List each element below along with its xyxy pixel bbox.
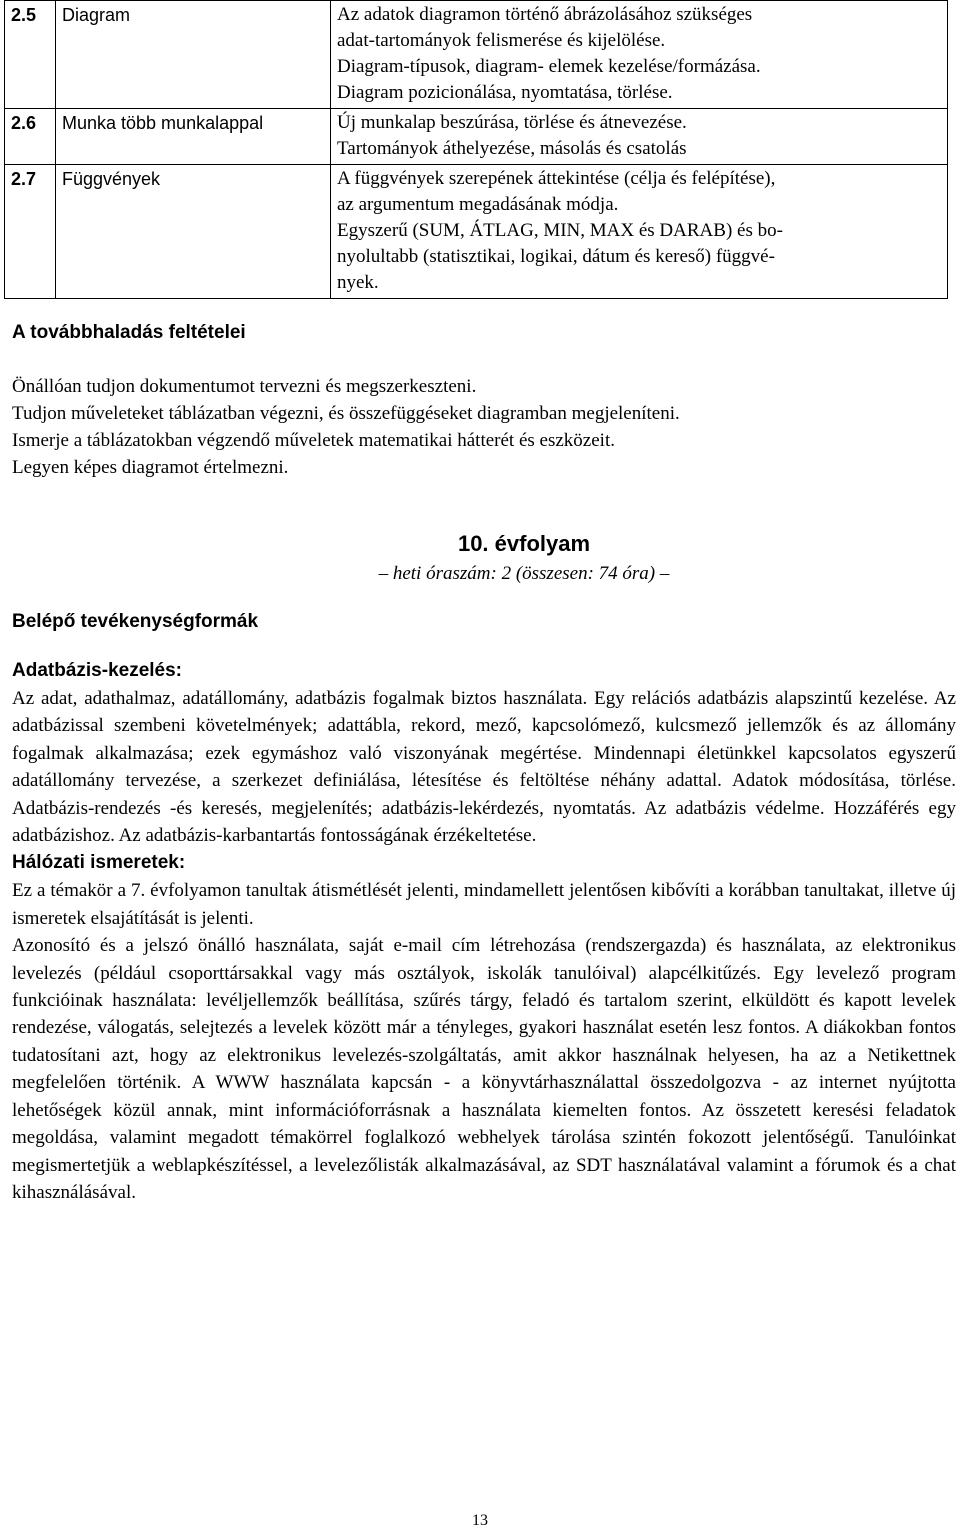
topic-row	[5, 1, 948, 109]
topic-description-line: Diagram-típusok, diagram- elemek kezelése/formázása.	[337, 56, 761, 77]
document-page	[12, 0, 956, 1206]
progression-item: Ismerje a táblázatokban végzendő műveletek matematikai hátterét és eszközeit.	[12, 430, 615, 451]
network-paragraph-2: Azonosító és a jelszó önálló használata, saját e-mail cím létrehozása (rendszergazda) és használata, az elektronikus levelezés (például csoporttársakkal vagy más osztályok, iskolák tanulóival) alapcélkitűzés. Egy levelező program funkcióinak használata: levéljellemzők beállítása, szűrés tárgy, feladó és tartalom szerint, elküldött és kapott levelek rendezése, válogatás, selejtezés a levelek között már a tényleges, gyakori használat esetén lesz fontos. A diákokban fontos tudatosítani azt, hogy az elektronikus levelezés-szolgáltatás, amit akkor használnak helyesen, ha az a Netikettnek megfelelően történik. A WWW használata kapcsán - a könyvtárhasználattal összedolgozva - az internet nyújtotta lehetőségek közül annak, mint információforrásnak a használata kiemelten fontos. Az összetett keresési feladatok megoldása, valamint megadott témakörrel foglalkozó webhelyek tárolása szintén fokozott jelentőségű. Tanulóinkat megismertetjük a weblapkészítéssel, a levelezőlisták alkalmazásával, az SDT használatával valamint a fórumok és a chat kihasználásával.	[12, 935, 956, 1203]
topic-description	[331, 1, 948, 109]
progression-heading: A továbbhaladás feltételei	[12, 322, 246, 343]
progression-item: Önállóan tudjon dokumentumot tervezni és megszerkeszteni.	[12, 376, 477, 397]
topic-description	[331, 165, 948, 299]
topic-description-line: nyolultabb (statisztikai, logikai, dátum és kereső) függvé-	[337, 246, 775, 267]
topic-row	[5, 109, 948, 165]
topics-table	[4, 0, 948, 299]
topic-row	[5, 165, 948, 299]
topic-description-line: Az adatok diagramon történő ábrázolásához szükséges	[337, 4, 753, 25]
topic-description-line: adat-tartományok felismerése és kijelölése.	[337, 30, 666, 51]
progression-item: Tudjon műveleteket táblázatban végezni, és összefüggéseket diagramban megjeleníteni.	[12, 403, 680, 424]
progression-list	[12, 373, 956, 481]
grade-title: 10. évfolyam	[457, 531, 591, 556]
topic-number: 2.7	[5, 165, 56, 299]
topic-number: 2.6	[5, 109, 56, 165]
grade-hours: – heti óraszám: 2 (összesen: 74 óra) –	[378, 563, 670, 584]
grade-block	[12, 529, 956, 589]
topic-description	[331, 109, 948, 165]
topic-name: Diagram	[56, 1, 331, 109]
network-heading: Hálózati ismeretek:	[12, 852, 186, 874]
topic-description-line: Egyszerű (SUM, ÁTLAG, MIN, MAX és DARAB) és bo-	[337, 220, 783, 241]
database-paragraph: Az adat, adathalmaz, adatállomány, adatbázis fogalmak biztos használata. Egy relációs adatbázis alapszintű kezelése. Az adatbázissal szembeni követelmények; adattábla, rekord, mező, kapcsolómező, kulcsmező jellemzők és az állomány fogalmak alkalmazása; ezek egymáshoz való viszonyának megértése. Mindennapi életünkkel kapcsolatos egyszerű adatállomány tervezése, a szerkezet definiálása, létesítése és feltöltése néhány adattal. Adatok módosítása, törlése. Adatbázis-rendezés -és keresés, megjelenítés; adatbázis-lekérdezés, nyomtatás. Az adatbázis védelme. Hozzáférés egy adatbázishoz. Az adatbázis-karbantartás fontosságának érzékeltetése.	[12, 688, 956, 847]
topic-description-line: az argumentum megadásának módja.	[337, 194, 619, 215]
topic-description-line: Új munkalap beszúrása, törlése és átnevezése.	[337, 112, 687, 133]
topic-description-line: Diagram pozicionálása, nyomtatása, törlése.	[337, 82, 673, 103]
topic-description-line: A függvények szerepének áttekintése (célja és felépítése),	[337, 168, 776, 189]
topic-name: Függvények	[56, 165, 331, 299]
progression-item: Legyen képes diagramot értelmezni.	[12, 457, 289, 478]
page-number: 13	[472, 1512, 488, 1529]
topic-description-line: nyek.	[337, 272, 379, 293]
entry-activities-heading: Belépő tevékenységformák	[12, 611, 259, 632]
topic-description-line: Tartományok áthelyezése, másolás és csatolás	[337, 138, 687, 159]
network-paragraph-1: Ez a témakör a 7. évfolyamon tanultak átismétlését jelenti, mindamellett jelentősen kibővíti a korábban tanultakat, illetve új ismeretek elsajátítását is jelenti.	[12, 880, 956, 929]
topic-number: 2.5	[5, 1, 56, 109]
topic-name: Munka több munkalappal	[56, 109, 331, 165]
database-heading: Adatbázis-kezelés:	[12, 660, 183, 681]
